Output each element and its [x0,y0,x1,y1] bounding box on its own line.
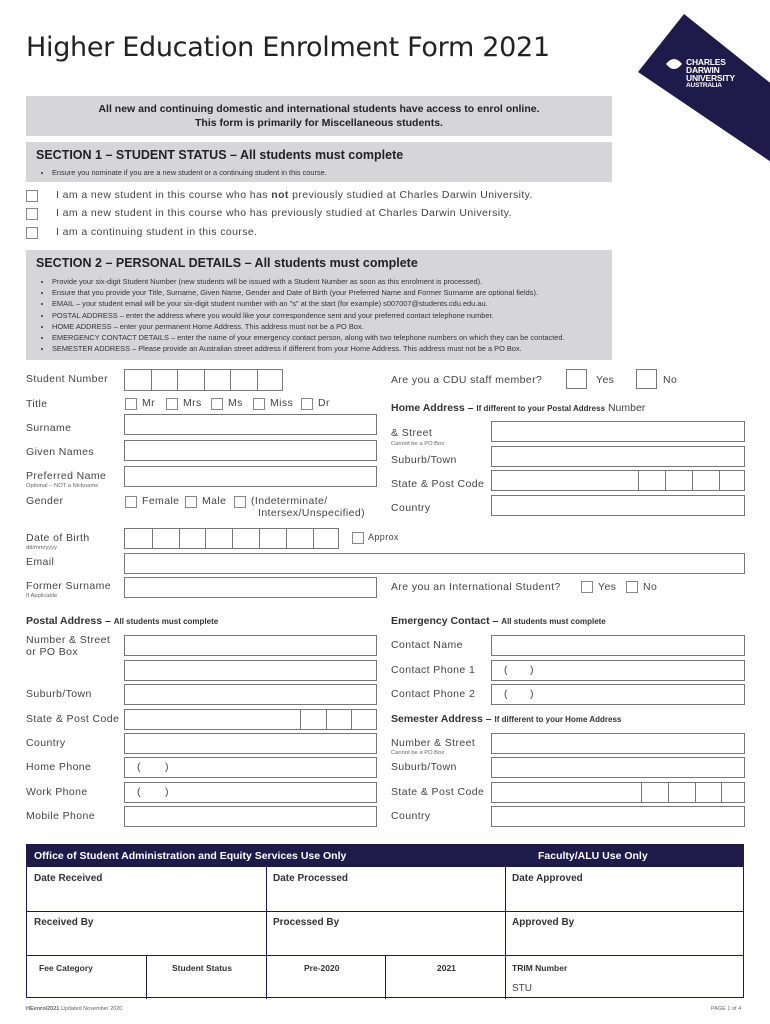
former-surname-label: Former Surname [26,580,111,592]
title-mrs-checkbox[interactable] [166,398,178,410]
cdu-logo [638,14,770,164]
gender-other-label-1: (Indeterminate/ [251,495,328,507]
semester-state-label: State & Post Code [391,786,485,798]
staff-question: Are you a CDU staff member? [391,374,543,386]
banner-line-2: This form is primarily for Miscellaneous students. [195,117,443,129]
international-yes-checkbox[interactable] [581,581,593,593]
date-processed-label: Date Processed [273,873,349,884]
postal-country-input[interactable] [124,733,377,754]
status-continuing-label: I am a continuing student in this course. [56,226,258,238]
logo-line-4: AUSTRALIA [686,82,722,89]
home-suburb-label: Suburb/Town [391,454,457,466]
banner-line-1: All new and continuing domestic and international students have access to enrol online. [98,103,540,115]
dob-format: dd/mm/yyyy [26,545,57,551]
work-phone-label: Work Phone [26,786,88,798]
student-number-input[interactable] [124,369,283,391]
page-title: Higher Education Enrolment Form 2021 [26,32,550,63]
paren-close: ) [530,664,534,676]
paren-open: ( [137,761,141,773]
section2-title: SECTION 2 – PERSONAL DETAILS – All students must complete [36,256,418,270]
student-status-label: Student Status [172,963,232,973]
preferred-name-note: Optional – NOT a Nickname [26,483,99,489]
postal-country-label: Country [26,737,66,749]
status-new-previous-label: I am a new student in this course who has previously studied at Charles Darwin University. [56,207,512,219]
international-yes-label: Yes [598,581,617,593]
title-dr-checkbox[interactable] [301,398,313,410]
section1-header [26,142,612,182]
postal-po-label: or PO Box [26,646,79,658]
paren-close: ) [165,786,169,798]
work-phone-input[interactable] [124,782,377,803]
section2-header [26,250,612,360]
year-2021-label: 2021 [437,963,456,973]
section2-bullet: • Provide your six-digit Student Number (new students will be issued with a Student Number as soon as this enrolment is processed). [52,276,565,287]
trim-number-label: TRIM Number [512,963,568,973]
paren-open: ( [137,786,141,798]
title-mr-checkbox[interactable] [125,398,137,410]
section1-bullet: • Ensure you nominate if you are a new student or a continuing student in this course. [52,167,327,178]
office-use-title: Office of Student Administration and Equity Services Use Only [34,850,347,862]
footer-left: HEenrol2021 Updated November 2020 [26,1006,123,1012]
section1-title: SECTION 1 – STUDENT STATUS – All students must complete [36,148,404,162]
title-label: Title [26,398,48,410]
faculty-use-title: Faculty/ALU Use Only [538,850,648,862]
status-new-previous-checkbox[interactable] [26,208,38,220]
contact-name-label: Contact Name [391,639,463,651]
semester-street-input[interactable] [491,733,745,754]
fee-category-label: Fee Category [39,963,93,973]
postal-street-label: Number & Street [26,634,111,646]
semester-country-input[interactable] [491,806,745,827]
dob-label: Date of Birth [26,532,90,544]
title-mrs-label: Mrs [183,397,202,409]
office-use-header [27,845,743,867]
home-state-label: State & Post Code [391,478,485,490]
date-approved-label: Date Approved [512,873,583,884]
title-mr-label: Mr [142,397,156,409]
section2-bullet: • EMERGENCY CONTACT DETAILS – enter the name of your emergency contact person, along with two telephone numbers on which they can be contacted. [52,332,565,343]
gender-male-checkbox[interactable] [185,496,197,508]
postal-street-input-2[interactable] [124,660,377,681]
status-continuing-checkbox[interactable] [26,227,38,239]
staff-no-checkbox[interactable] [636,369,657,389]
logo-line-3: UNIVERSITY [686,73,736,83]
dob-approx-checkbox[interactable] [352,532,364,544]
pre2020-label: Pre-2020 [304,963,340,973]
home-state-input[interactable] [491,470,745,491]
paren-close: ) [165,761,169,773]
gender-label: Gender [26,495,64,507]
semester-country-label: Country [391,810,431,822]
preferred-name-input[interactable] [124,466,377,487]
logo-line-2: DARWIN [686,65,720,75]
dob-input[interactable] [124,528,339,549]
postal-state-label: State & Post Code [26,713,120,725]
semester-no-po-note: Cannot be a PO Box [391,750,445,756]
postal-suburb-input[interactable] [124,684,377,705]
semester-address-heading: Semester Address – If different to your Home Address [391,713,622,725]
mobile-phone-input[interactable] [124,806,377,827]
international-no-label: No [643,581,658,593]
given-names-label: Given Names [26,446,95,458]
postal-address-heading: Postal Address – All students must complete [26,615,219,627]
info-banner [26,96,612,136]
gender-other-label-2: Intersex/Unspecified) [258,507,366,519]
section2-bullet: • SEMESTER ADDRESS – Please provide an Australian street address if different from your Home Address. This address must not be a PO Box. [52,343,565,354]
gender-female-checkbox[interactable] [125,496,137,508]
paren-open: ( [504,664,508,676]
date-received-label: Date Received [34,873,103,884]
home-suburb-input[interactable] [491,446,745,467]
title-ms-label: Ms [228,397,243,409]
home-country-label: Country [391,502,431,514]
postal-suburb-label: Suburb/Town [26,688,92,700]
semester-suburb-input[interactable] [491,757,745,778]
dob-approx-label: Approx [368,532,399,542]
trim-prefix: STU [512,983,532,994]
section1-bullets [52,167,327,178]
footer-page: PAGE 1 of 4 [711,1006,742,1012]
semester-street-label: Number & Street [391,737,476,749]
gender-male-label: Male [202,495,227,507]
semester-suburb-label: Suburb/Town [391,761,457,773]
logo-line-1: CHARLES [686,57,726,67]
title-ms-checkbox[interactable] [211,398,223,410]
mobile-phone-label: Mobile Phone [26,810,96,822]
title-miss-checkbox[interactable] [253,398,265,410]
email-label: Email [26,556,55,568]
section2-bullet: • EMAIL – your student email will be your six-digit student number with an "s" at the start (for example) s007007@students.cdu.edu.au. [52,298,565,309]
home-no-po-note: Cannot be a PO Box [391,441,445,447]
title-dr-label: Dr [318,397,330,409]
section2-bullet: • HOME ADDRESS – enter your permanent Home Address. This address must not be a PO Box. [52,321,565,332]
gender-female-label: Female [142,495,180,507]
international-no-checkbox[interactable] [626,581,638,593]
section2-bullets [52,276,565,354]
contact-name-input[interactable] [491,635,745,656]
student-number-label: Student Number [26,373,109,385]
postal-street-input-1[interactable] [124,635,377,656]
home-address-heading: Home Address – If different to your Postal Address Number [391,402,646,414]
former-surname-note: If Applicable [26,593,58,599]
international-question: Are you an International Student? [391,581,561,593]
staff-no-label: No [663,374,678,386]
home-street-label: & Street [391,427,433,439]
home-street-input[interactable] [491,421,745,442]
office-use-table [26,844,744,998]
home-phone-label: Home Phone [26,761,92,773]
paren-close: ) [530,688,534,700]
home-phone-input[interactable] [124,757,377,778]
contact-phone2-input[interactable] [491,684,745,705]
section2-bullet: • Ensure that you provide your Title, Surname, Given Name, Gender and Date of Birth (your Preferred Name and Former Surname are optional fields). [52,287,565,298]
paren-open: ( [504,688,508,700]
section2-bullet: • POSTAL ADDRESS – enter the address where you would like your correspondence sent and your preferred contact telephone number. [52,310,565,321]
status-new-label: I am a new student in this course who has not previously studied at Charles Darwin University. [56,189,533,201]
preferred-name-label: Preferred Name [26,470,107,482]
email-input[interactable] [124,553,745,574]
status-new-checkbox[interactable] [26,190,38,202]
contact-phone2-label: Contact Phone 2 [391,688,476,700]
surname-input[interactable] [124,414,377,435]
home-country-input[interactable] [491,495,745,516]
contact-phone1-label: Contact Phone 1 [391,664,476,676]
gender-other-checkbox[interactable] [234,496,246,508]
given-names-input[interactable] [124,440,377,461]
postal-state-input[interactable] [124,709,377,730]
received-by-label: Received By [34,917,94,928]
former-surname-input[interactable] [124,577,377,598]
emergency-contact-heading: Emergency Contact – All students must complete [391,615,606,627]
semester-state-input[interactable] [491,782,745,803]
title-miss-label: Miss [270,397,294,409]
processed-by-label: Processed By [273,917,340,928]
approved-by-label: Approved By [512,917,575,928]
staff-yes-checkbox[interactable] [566,369,587,389]
surname-label: Surname [26,422,72,434]
staff-yes-label: Yes [596,374,615,386]
contact-phone1-input[interactable] [491,660,745,681]
